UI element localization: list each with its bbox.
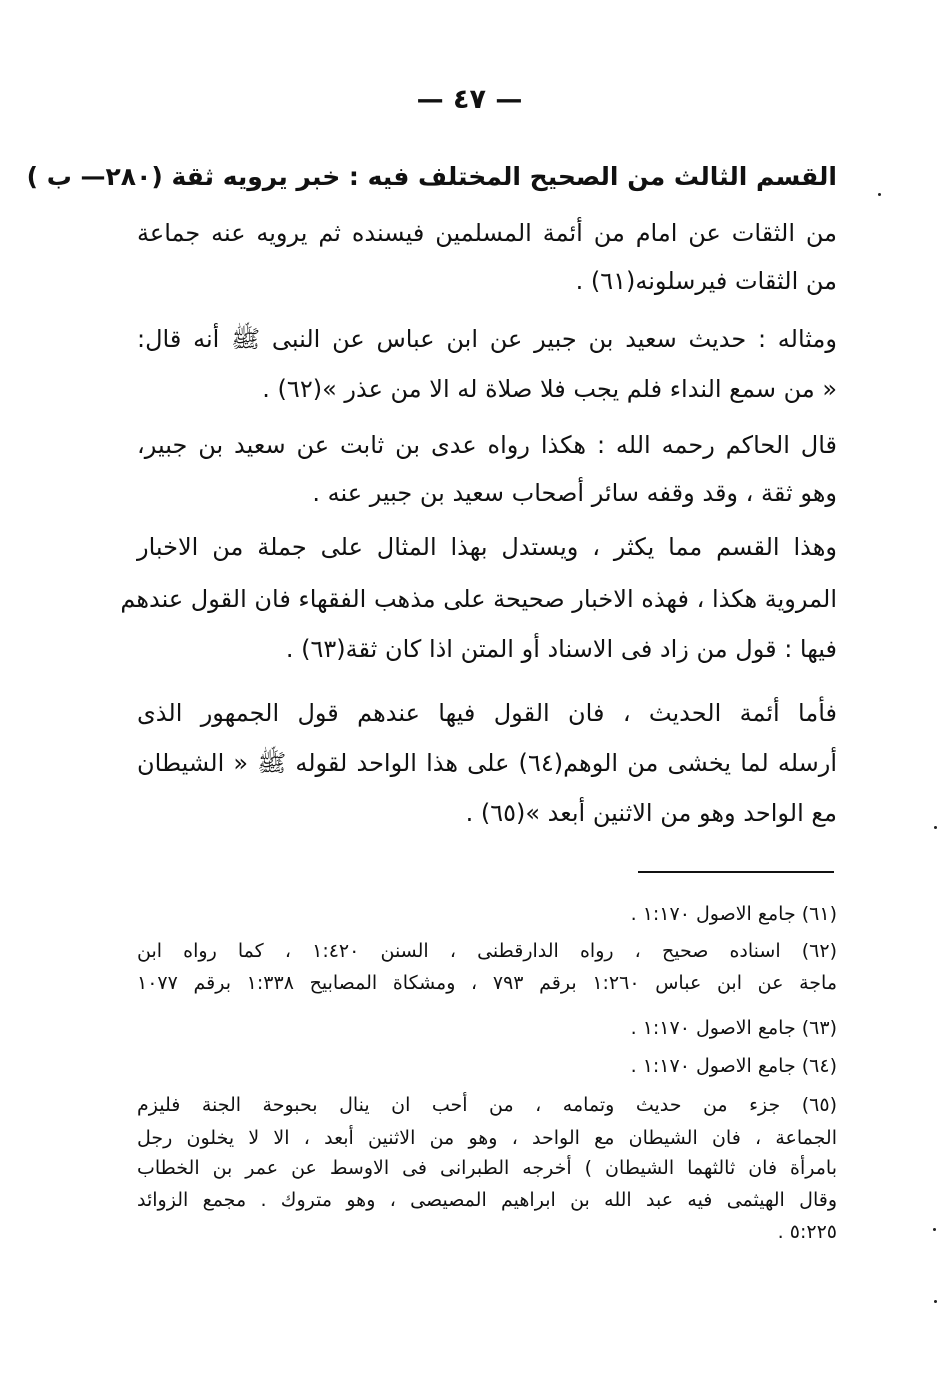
footnote-line: (٦٣) جامع الاصول ١:١٧٠ .	[630, 1017, 837, 1039]
body-line: المروية هكذا ، فهذه الاخبار صحيحة على مذهب الفقهاء فان القول عندهم	[120, 585, 837, 613]
footnote-line: ماجة عن ابن عباس ١:٢٦٠ برقم ٧٩٣ ، ومشكاة المصابيح ١:٣٣٨ برقم ١٠٧٧	[137, 972, 838, 994]
footnote-line: (٦٥) جزء من حديث وتمامه ، من أحب ان ينال بحبوحة الجنة فليزم	[137, 1094, 837, 1116]
body-line: فأما أئمة الحديث ، فان القول فيها عندهم قول الجمهور الذى	[137, 699, 837, 727]
body-line: فيها : قول من زاد فى الاسناد أو المتن اذا كان ثقة(٦٣) .	[285, 635, 837, 663]
body-line: من الثقات فيرسلونه(٦١) .	[575, 267, 837, 295]
scan-speck	[933, 1228, 936, 1231]
scan-speck	[878, 193, 881, 196]
footnote-line: وقال الهيثمى فيه عبد الله بن ابراهيم المصيصى ، وهو متروك . مجمع الزوائد	[137, 1189, 837, 1211]
section-heading: القسم الثالث من الصحيح المختلف فيه : خبر يرويه ثقة (٢٨٠— ب )	[26, 162, 837, 191]
footnote-line: (٦٤) جامع الاصول ١:١٧٠ .	[630, 1055, 837, 1077]
body-line: وهو ثقة ، وقد وقفه سائر أصحاب سعيد بن جبير عنه .	[312, 479, 837, 507]
body-line: أرسله لما يخشى من الوهم(٦٤) على هذا الواحد لقوله ﷺ « الشيطان	[137, 749, 838, 777]
body-line: ومثاله : حديث سعيد بن جبير عن ابن عباس عن النبى ﷺ أنه قال:	[137, 325, 837, 353]
page-number: — ٤٧ —	[416, 84, 523, 115]
body-line: من الثقات عن امام من أئمة المسلمين فيسنده ثم يرويه عنه جماعة	[137, 219, 837, 247]
scan-speck	[934, 1300, 937, 1303]
footnote-line: (٦١) جامع الاصول ١:١٧٠ .	[630, 903, 837, 925]
body-line: وهذا القسم مما يكثر ، ويستدل بهذا المثال على جملة من الاخبار	[137, 533, 837, 561]
footnote-separator	[638, 871, 834, 873]
footnote-line: الجماعة ، فان الشيطان مع الواحد ، وهو من الاثنين أبعد ، الا لا يخلون رجل	[137, 1127, 837, 1149]
body-line: مع الواحد وهو من الاثنين أبعد »(٦٥) .	[465, 799, 837, 827]
footnote-line: بامرأة فان ثالثهما الشيطان ) أخرجه الطبرانى فى الاوسط عن عمر بن الخطاب	[137, 1157, 837, 1179]
body-line: « من سمع النداء فلم يجب فلا صلاة له الا من عذر »(٦٢) .	[262, 375, 837, 403]
footnote-line: (٦٢) اسناده صحيح ، رواه الدارقطنى ، السنن ١:٤٢٠ ، كما رواه ابن	[137, 940, 837, 962]
footnote-line: ٥:٢٢٥ .	[777, 1221, 837, 1243]
scan-speck	[934, 826, 937, 829]
body-line: قال الحاكم رحمه الله : هكذا رواه عدى بن ثابت عن سعيد بن جبير،	[137, 431, 837, 459]
